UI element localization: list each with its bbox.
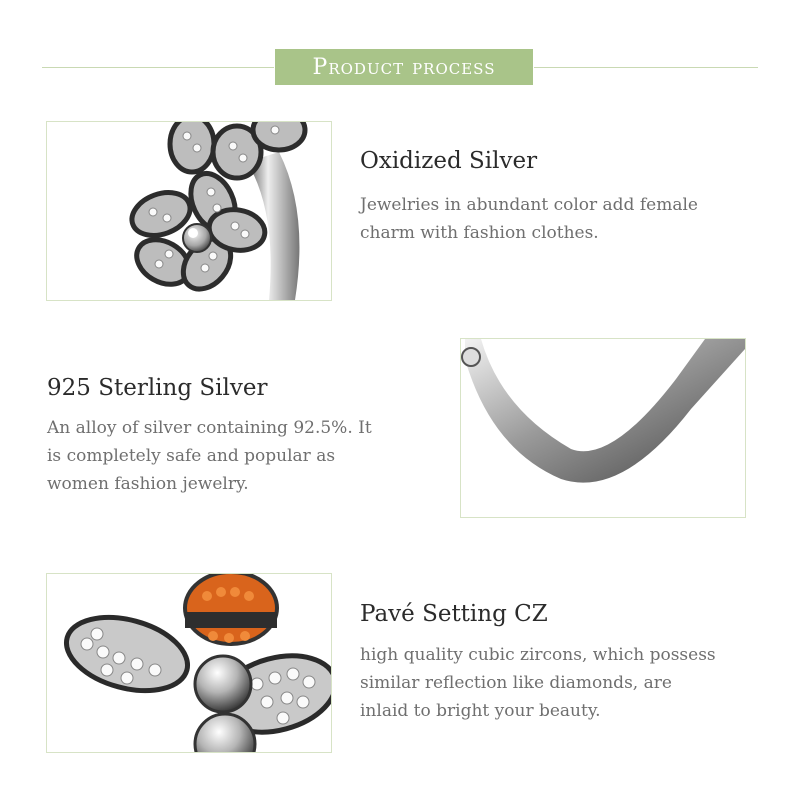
header-rule-left [42, 67, 274, 68]
desc-line: similar reflection like diamonds, are [360, 673, 672, 693]
desc-line: high quality cubic zircons, which possess [360, 645, 716, 665]
section-desc-pave [360, 641, 716, 725]
section-desc-sterling [47, 414, 372, 498]
header-rule-right [534, 67, 758, 68]
section-title-oxidized: Oxidized Silver [360, 148, 538, 174]
ring-band-image [460, 338, 746, 518]
desc-line: charm with fashion clothes. [360, 223, 599, 243]
desc-line: An alloy of silver containing 92.5%. It [47, 418, 372, 438]
section-desc-oxidized [360, 191, 698, 247]
section-banner [275, 49, 533, 85]
desc-line: is completely safe and popular as [47, 446, 336, 466]
section-title-sterling: 925 Sterling Silver [47, 375, 268, 401]
flower-ring-image [46, 121, 332, 301]
banner-title: Product process [312, 54, 496, 80]
desc-line: women fashion jewelry. [47, 474, 249, 494]
desc-line: Jewelries in abundant color add female [360, 195, 698, 215]
bee-ring-image [46, 573, 332, 753]
section-title-pave: Pavé Setting CZ [360, 601, 548, 627]
desc-line: inlaid to bright your beauty. [360, 701, 601, 721]
